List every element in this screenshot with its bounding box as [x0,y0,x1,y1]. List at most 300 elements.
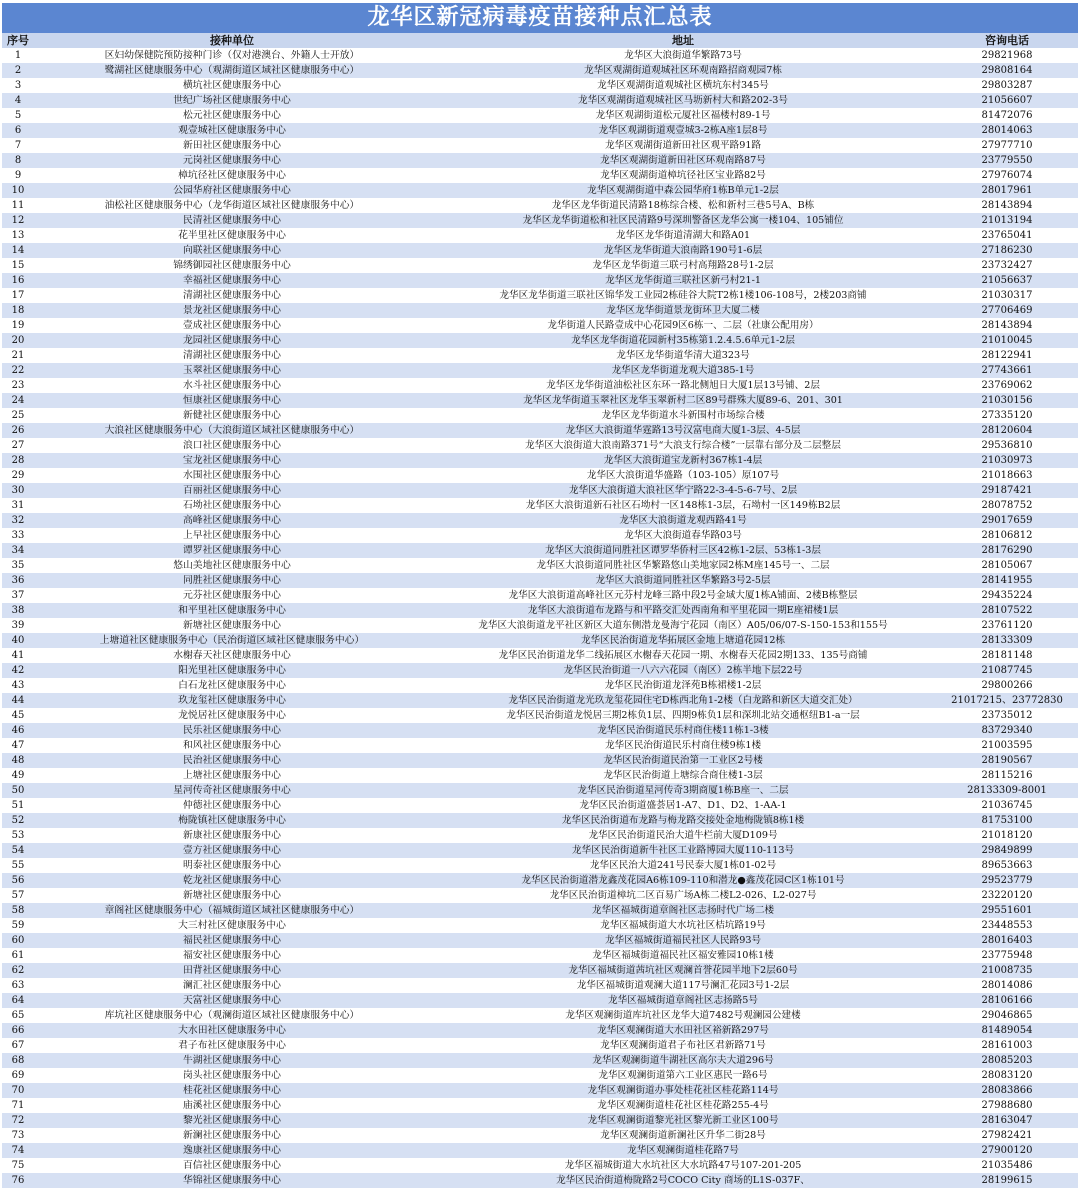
site-phone: 23761120 [936,618,1078,633]
table-row [2,558,1078,573]
row-index: 38 [2,603,34,618]
site-address: 龙华区龙华街道华清大道323号 [430,348,936,363]
site-phone: 29523779 [936,873,1078,888]
site-address: 龙华区民治街道民乐村商住楼11栋1-3楼 [430,723,936,738]
row-index: 58 [2,903,34,918]
site-phone: 28133309-8001 [936,783,1078,798]
row-index: 40 [2,633,34,648]
site-phone: 23775948 [936,948,1078,963]
row-index: 22 [2,363,34,378]
site-phone: 29808164 [936,63,1078,78]
site-phone: 21035486 [936,1158,1078,1173]
table-row [2,1068,1078,1083]
row-index: 48 [2,753,34,768]
site-name: 福安社区健康服务中心 [34,948,430,963]
table-row [2,108,1078,123]
site-phone: 21036745 [936,798,1078,813]
site-phone: 29800266 [936,678,1078,693]
table-row [2,543,1078,558]
site-address: 龙华区民治街道樟坑二区百易广场A栋二楼L2-026、L2-027号 [430,888,936,903]
table-row [2,183,1078,198]
site-name: 宝龙社区健康服务中心 [34,453,430,468]
site-phone: 28163047 [936,1113,1078,1128]
table-row [2,378,1078,393]
site-address: 龙华区观澜街道第六工业区惠民一路6号 [430,1068,936,1083]
site-phone: 23448553 [936,918,1078,933]
row-index: 26 [2,423,34,438]
row-index: 4 [2,93,34,108]
header-index: 序号 [2,33,34,48]
site-address: 龙华区观湖街道松元厦社区福楼村89-1号 [430,108,936,123]
row-index: 33 [2,528,34,543]
row-index: 28 [2,453,34,468]
site-phone: 28190567 [936,753,1078,768]
table-row [2,1158,1078,1173]
site-phone: 28115216 [936,768,1078,783]
site-phone: 27335120 [936,408,1078,423]
site-address: 龙华区龙华街道清湖大和路A01 [430,228,936,243]
row-index: 37 [2,588,34,603]
site-phone: 28105067 [936,558,1078,573]
site-address: 龙华区大浪街道布龙路与和平路交汇处西南角和平里花园一期E座裙楼1层 [430,603,936,618]
site-name: 新塘社区健康服务中心 [34,888,430,903]
table-row [2,603,1078,618]
row-index: 61 [2,948,34,963]
row-index: 74 [2,1143,34,1158]
row-index: 24 [2,393,34,408]
site-address: 龙华区龙华街道三联弓村高翔路28号1-2层 [430,258,936,273]
site-name: 白石龙社区健康服务中心 [34,678,430,693]
site-name: 公园华府社区健康服务中心 [34,183,430,198]
row-index: 32 [2,513,34,528]
site-name: 民乐社区健康服务中心 [34,723,430,738]
table-row [2,843,1078,858]
site-address: 龙华区福城街道茜坑社区观澜首誉花园半地下2层60号 [430,963,936,978]
table-row [2,873,1078,888]
site-address: 龙华区福城街道福民社区福安雅园10栋1楼 [430,948,936,963]
row-index: 34 [2,543,34,558]
site-name: 民清社区健康服务中心 [34,213,430,228]
row-index: 41 [2,648,34,663]
site-address: 龙华区龙华街道油松社区东环一路北侧旭日大厦1层13号铺、2层 [430,378,936,393]
site-phone: 28083866 [936,1083,1078,1098]
site-name: 同胜社区健康服务中心 [34,573,430,588]
site-phone: 28083120 [936,1068,1078,1083]
site-name: 区妇幼保健院预防接种门诊（仅对港澳台、外籍人士开放） [34,48,430,63]
site-phone: 23220120 [936,888,1078,903]
site-name: 阳光里社区健康服务中心 [34,663,430,678]
site-address: 龙华区大浪街道高峰社区元芬村龙峰三路中段2号金域大厦1栋A铺面、2楼B栋整层 [430,588,936,603]
row-index: 67 [2,1038,34,1053]
table-row [2,258,1078,273]
site-phone: 28122941 [936,348,1078,363]
row-index: 19 [2,318,34,333]
site-name: 桂花社区健康服务中心 [34,1083,430,1098]
site-phone: 29551601 [936,903,1078,918]
site-address: 龙华区龙华街道玉翠社区龙华玉翠新村二区89号群殊大厦89-6、201、301 [430,393,936,408]
site-address: 龙华区民治街道星河传奇3期商厦1栋B座一、二层 [430,783,936,798]
table-row [2,1143,1078,1158]
site-name: 梅陇镇社区健康服务中心 [34,813,430,828]
table-row [2,168,1078,183]
header-site: 接种单位 [34,33,430,48]
site-name: 元岗社区健康服务中心 [34,153,430,168]
site-phone: 23769062 [936,378,1078,393]
site-address: 龙华区民治街道新牛社区工业路博园大厦110-113号 [430,843,936,858]
site-address: 龙华区龙华街道民清路18栋综合楼、松和新村三巷5号A、B栋 [430,198,936,213]
table-row [2,213,1078,228]
table-row [2,78,1078,93]
row-index: 31 [2,498,34,513]
row-index: 10 [2,183,34,198]
site-name: 龙园社区健康服务中心 [34,333,430,348]
site-name: 上塘道社区健康服务中心（民治街道区域社区健康服务中心） [34,633,430,648]
table-row [2,738,1078,753]
site-address: 龙华区观澜街道库坑社区龙华大道7482号观澜园公建楼 [430,1008,936,1023]
site-name: 大水田社区健康服务中心 [34,1023,430,1038]
site-phone: 28133309 [936,633,1078,648]
table-row [2,498,1078,513]
site-address: 龙华区观湖街道新田社区环观南路87号 [430,153,936,168]
table-row [2,753,1078,768]
site-phone: 21010045 [936,333,1078,348]
site-name: 百丽社区健康服务中心 [34,483,430,498]
site-address: 龙华区民治街道民治第一工业区2号楼 [430,753,936,768]
site-name: 百信社区健康服务中心 [34,1158,430,1173]
row-index: 44 [2,693,34,708]
site-address: 龙华区民治街道龙华二线拓展区水榭春天花园一期、水榭春天花园2期133、135号商铺 [430,648,936,663]
site-name: 景龙社区健康服务中心 [34,303,430,318]
site-address: 龙华区福城街道章阁社区志扬时代广场二楼 [430,903,936,918]
table-row [2,288,1078,303]
site-name: 上塘社区健康服务中心 [34,768,430,783]
row-index: 30 [2,483,34,498]
table-row [2,828,1078,843]
site-phone: 21018663 [936,468,1078,483]
row-index: 17 [2,288,34,303]
table-row [2,798,1078,813]
site-name: 向联社区健康服务中心 [34,243,430,258]
row-index: 2 [2,63,34,78]
site-name: 乾龙社区健康服务中心 [34,873,430,888]
table-row [2,1038,1078,1053]
site-name: 庙溪社区健康服务中心 [34,1098,430,1113]
site-name: 新塘社区健康服务中心 [34,618,430,633]
table-row [2,153,1078,168]
site-address: 龙华区观湖街道中森公园华府1栋B单元1-2层 [430,183,936,198]
site-address: 龙华区福城街道观澜大道117号澜汇花园3号1-2层 [430,978,936,993]
site-phone: 28107522 [936,603,1078,618]
site-address: 龙华区民治街道龙光玖龙玺花园住宅D栋西北角1-2楼（白龙路和新区大道交汇处） [430,693,936,708]
site-phone: 28143894 [936,318,1078,333]
site-address: 龙华区观湖街道观城社区环观南路招商观园7栋 [430,63,936,78]
site-phone: 29046865 [936,1008,1078,1023]
site-name: 横坑社区健康服务中心 [34,78,430,93]
site-name: 壹成社区健康服务中心 [34,318,430,333]
row-index: 72 [2,1113,34,1128]
site-name: 石坳社区健康服务中心 [34,498,430,513]
table-row [2,408,1078,423]
site-name: 君子布社区健康服务中心 [34,1038,430,1053]
table-row [2,1113,1078,1128]
site-name: 鹭湖社区健康服务中心（观湖街道区域社区健康服务中心） [34,63,430,78]
site-name: 元芬社区健康服务中心 [34,588,430,603]
row-index: 76 [2,1173,34,1188]
site-name: 新健社区健康服务中心 [34,408,430,423]
row-index: 36 [2,573,34,588]
table-row [2,618,1078,633]
site-address: 龙华区大浪街道龙平社区新区大道东侧潜龙曼海宁花园（南区）A05/06/07-S-150-153和155号 [430,618,936,633]
table-row [2,333,1078,348]
table-row [2,888,1078,903]
site-address: 龙华区龙华街道龙观大道385-1号 [430,363,936,378]
row-index: 5 [2,108,34,123]
site-name: 新康社区健康服务中心 [34,828,430,843]
site-address: 龙华区观澜街道大水田社区裕新路297号 [430,1023,936,1038]
site-address: 龙华区龙华街道大浪南路190号1-6层 [430,243,936,258]
site-name: 牛湖社区健康服务中心 [34,1053,430,1068]
site-address: 龙华区龙华街道三联社区新弓村21-1 [430,273,936,288]
row-index: 64 [2,993,34,1008]
site-address: 龙华区民治街道民乐村商住楼9栋1楼 [430,738,936,753]
header-address: 地址 [430,33,936,48]
row-index: 9 [2,168,34,183]
table-row [2,948,1078,963]
site-name: 清湖社区健康服务中心 [34,348,430,363]
site-address: 龙华区大浪街道同胜社区华繁路3号2-5层 [430,573,936,588]
site-phone: 21030973 [936,453,1078,468]
row-index: 46 [2,723,34,738]
site-name: 和平里社区健康服务中心 [34,603,430,618]
site-name: 库坑社区健康服务中心（观澜街道区域社区健康服务中心） [34,1008,430,1023]
site-address: 龙华区民治街道一八六六花园（南区）2栋半地下层22号 [430,663,936,678]
site-address: 龙华区民治街道盛荟居1-A7、D1、D2、1-AA-1 [430,798,936,813]
site-name: 明泰社区健康服务中心 [34,858,430,873]
site-name: 谭罗社区健康服务中心 [34,543,430,558]
site-phone: 29435224 [936,588,1078,603]
row-index: 25 [2,408,34,423]
site-phone: 21030317 [936,288,1078,303]
site-phone: 21008735 [936,963,1078,978]
row-index: 51 [2,798,34,813]
site-address: 龙华区民治街道上塘综合商住楼1-3层 [430,768,936,783]
site-name: 田背社区健康服务中心 [34,963,430,978]
table-row [2,423,1078,438]
table-row [2,198,1078,213]
site-address: 龙华区大浪街道华盛路（103-105）原107号 [430,468,936,483]
table-row [2,678,1078,693]
site-name: 上早社区健康服务中心 [34,528,430,543]
row-index: 50 [2,783,34,798]
site-phone: 28078752 [936,498,1078,513]
site-address: 龙华区观澜街道牛湖社区高尔夫大道296号 [430,1053,936,1068]
site-address: 龙华区观澜街道黎光社区黎光新工业区100号 [430,1113,936,1128]
site-phone: 28161003 [936,1038,1078,1053]
table-row [2,663,1078,678]
site-phone: 28016403 [936,933,1078,948]
site-address: 龙华区观澜街道新澜社区升华二街28号 [430,1128,936,1143]
site-phone: 21056637 [936,273,1078,288]
site-phone: 21003595 [936,738,1078,753]
row-index: 53 [2,828,34,843]
row-index: 16 [2,273,34,288]
site-address: 龙华区观湖街道新田社区观平路91路 [430,138,936,153]
site-name: 水围社区健康服务中心 [34,468,430,483]
site-phone: 27900120 [936,1143,1078,1158]
row-index: 70 [2,1083,34,1098]
site-phone: 28106812 [936,528,1078,543]
row-index: 66 [2,1023,34,1038]
table-row [2,1053,1078,1068]
site-name: 水榭春天社区健康服务中心 [34,648,430,663]
site-phone: 21087745 [936,663,1078,678]
row-index: 75 [2,1158,34,1173]
site-address: 龙华区福城街道大水坑社区桔坑路19号 [430,918,936,933]
site-name: 岗头社区健康服务中心 [34,1068,430,1083]
site-phone: 28141955 [936,573,1078,588]
site-phone: 89653663 [936,858,1078,873]
row-index: 23 [2,378,34,393]
row-index: 71 [2,1098,34,1113]
site-name: 和风社区健康服务中心 [34,738,430,753]
site-phone: 29803287 [936,78,1078,93]
site-name: 锦绣御园社区健康服务中心 [34,258,430,273]
site-address: 龙华区大浪街道龙观西路41号 [430,513,936,528]
table-row [2,1023,1078,1038]
vaccination-sites-table [2,33,1078,1188]
site-address: 龙华区民治大道241号民泰大厦1栋01-02号 [430,858,936,873]
header-phone: 咨询电话 [936,33,1078,48]
site-address: 龙华区观澜街道办事处桂花社区桂花路114号 [430,1083,936,1098]
site-phone: 27706469 [936,303,1078,318]
table-row [2,648,1078,663]
site-address: 龙华区观澜街道桂花路7号 [430,1143,936,1158]
row-index: 13 [2,228,34,243]
row-index: 57 [2,888,34,903]
site-phone: 27976074 [936,168,1078,183]
site-name: 龙悦居社区健康服务中心 [34,708,430,723]
site-phone: 28143894 [936,198,1078,213]
site-phone: 23765041 [936,228,1078,243]
table-row [2,693,1078,708]
row-index: 18 [2,303,34,318]
site-phone: 27186230 [936,243,1078,258]
row-index: 14 [2,243,34,258]
site-address: 龙华区民治街道民治大道牛栏前大厦D109号 [430,828,936,843]
row-index: 47 [2,738,34,753]
table-row [2,1083,1078,1098]
site-phone: 21056607 [936,93,1078,108]
site-name: 新田社区健康服务中心 [34,138,430,153]
site-name: 大三村社区健康服务中心 [34,918,430,933]
table-row [2,1128,1078,1143]
table-row [2,1173,1078,1188]
site-name: 新澜社区健康服务中心 [34,1128,430,1143]
table-row [2,708,1078,723]
site-address: 龙华区龙华街道三联社区锦华发工业园2栋硅谷大院T2栋1楼106-108号，2楼203商铺 [430,288,936,303]
row-index: 49 [2,768,34,783]
table-row [2,228,1078,243]
site-address: 龙华区福城街道大水坑社区大水坑路47号107-201-205 [430,1158,936,1173]
site-name: 松元社区健康服务中心 [34,108,430,123]
row-index: 29 [2,468,34,483]
site-name: 水斗社区健康服务中心 [34,378,430,393]
site-phone: 27982421 [936,1128,1078,1143]
row-index: 62 [2,963,34,978]
table-row [2,783,1078,798]
site-address: 龙华区大浪街道宝龙新村367栋1-4层 [430,453,936,468]
site-phone: 21017215、23772830 [936,693,1078,708]
site-name: 观壹城社区健康服务中心 [34,123,430,138]
table-row [2,48,1078,63]
site-address: 龙华区大浪街道大浪社区华宁路22-3-4-5-6-7号、2层 [430,483,936,498]
site-address: 龙华区大浪街道同胜社区谭罗华侨村三区42栋1-2层、53栋1-3层 [430,543,936,558]
site-name: 玖龙玺社区健康服务中心 [34,693,430,708]
table-row [2,273,1078,288]
row-index: 45 [2,708,34,723]
table-row [2,348,1078,363]
row-index: 1 [2,48,34,63]
row-index: 11 [2,198,34,213]
site-address: 龙华区大浪街道新石社区石坳村一区148栋1-3层，石坳村一区149栋B2层 [430,498,936,513]
row-index: 63 [2,978,34,993]
table-row [2,723,1078,738]
site-phone: 28181148 [936,648,1078,663]
site-address: 龙华区民治街道龙泽苑B栋裙楼1-2层 [430,678,936,693]
site-phone: 83729340 [936,723,1078,738]
site-phone: 21018120 [936,828,1078,843]
site-name: 逸康社区健康服务中心 [34,1143,430,1158]
table-row [2,918,1078,933]
site-phone: 21013194 [936,213,1078,228]
site-address: 龙华区龙华街道松和社区民清路9号深圳警备区龙华公寓一楼104、105铺位 [430,213,936,228]
site-phone: 23779550 [936,153,1078,168]
site-address: 龙华区观湖街道观城社区马坜新村大和路202-3号 [430,93,936,108]
site-name: 华锦社区健康服务中心 [34,1173,430,1188]
site-name: 浪口社区健康服务中心 [34,438,430,453]
row-index: 35 [2,558,34,573]
site-name: 天富社区健康服务中心 [34,993,430,1008]
site-name: 大浪社区健康服务中心（大浪街道区域社区健康服务中心） [34,423,430,438]
site-phone: 27988680 [936,1098,1078,1113]
site-name: 清湖社区健康服务中心 [34,288,430,303]
table-row [2,858,1078,873]
row-index: 7 [2,138,34,153]
row-index: 69 [2,1068,34,1083]
site-address: 龙华区民治街道潜龙鑫茂花园A6栋109-110和潜龙●鑫茂花园C区1栋101号 [430,873,936,888]
site-name: 悠山美地社区健康服务中心 [34,558,430,573]
row-index: 60 [2,933,34,948]
site-phone: 29536810 [936,438,1078,453]
row-index: 3 [2,78,34,93]
site-address: 龙华区福城街道福民社区人民路93号 [430,933,936,948]
site-name: 世纪广场社区健康服务中心 [34,93,430,108]
table-row [2,1008,1078,1023]
row-index: 15 [2,258,34,273]
site-address: 龙华区龙华街道花园新村35栋第1.2.4.5.6单元1-2层 [430,333,936,348]
site-name: 民治社区健康服务中心 [34,753,430,768]
site-phone: 28120604 [936,423,1078,438]
site-name: 幸福社区健康服务中心 [34,273,430,288]
site-phone: 28085203 [936,1053,1078,1068]
site-phone: 29187421 [936,483,1078,498]
site-phone: 29017659 [936,513,1078,528]
site-address: 龙华区观澜街道桂花社区桂花路255-4号 [430,1098,936,1113]
table-row [2,303,1078,318]
site-address: 龙华区观湖街道观壹城3-2栋A座1层8号 [430,123,936,138]
table-row [2,513,1078,528]
row-index: 56 [2,873,34,888]
